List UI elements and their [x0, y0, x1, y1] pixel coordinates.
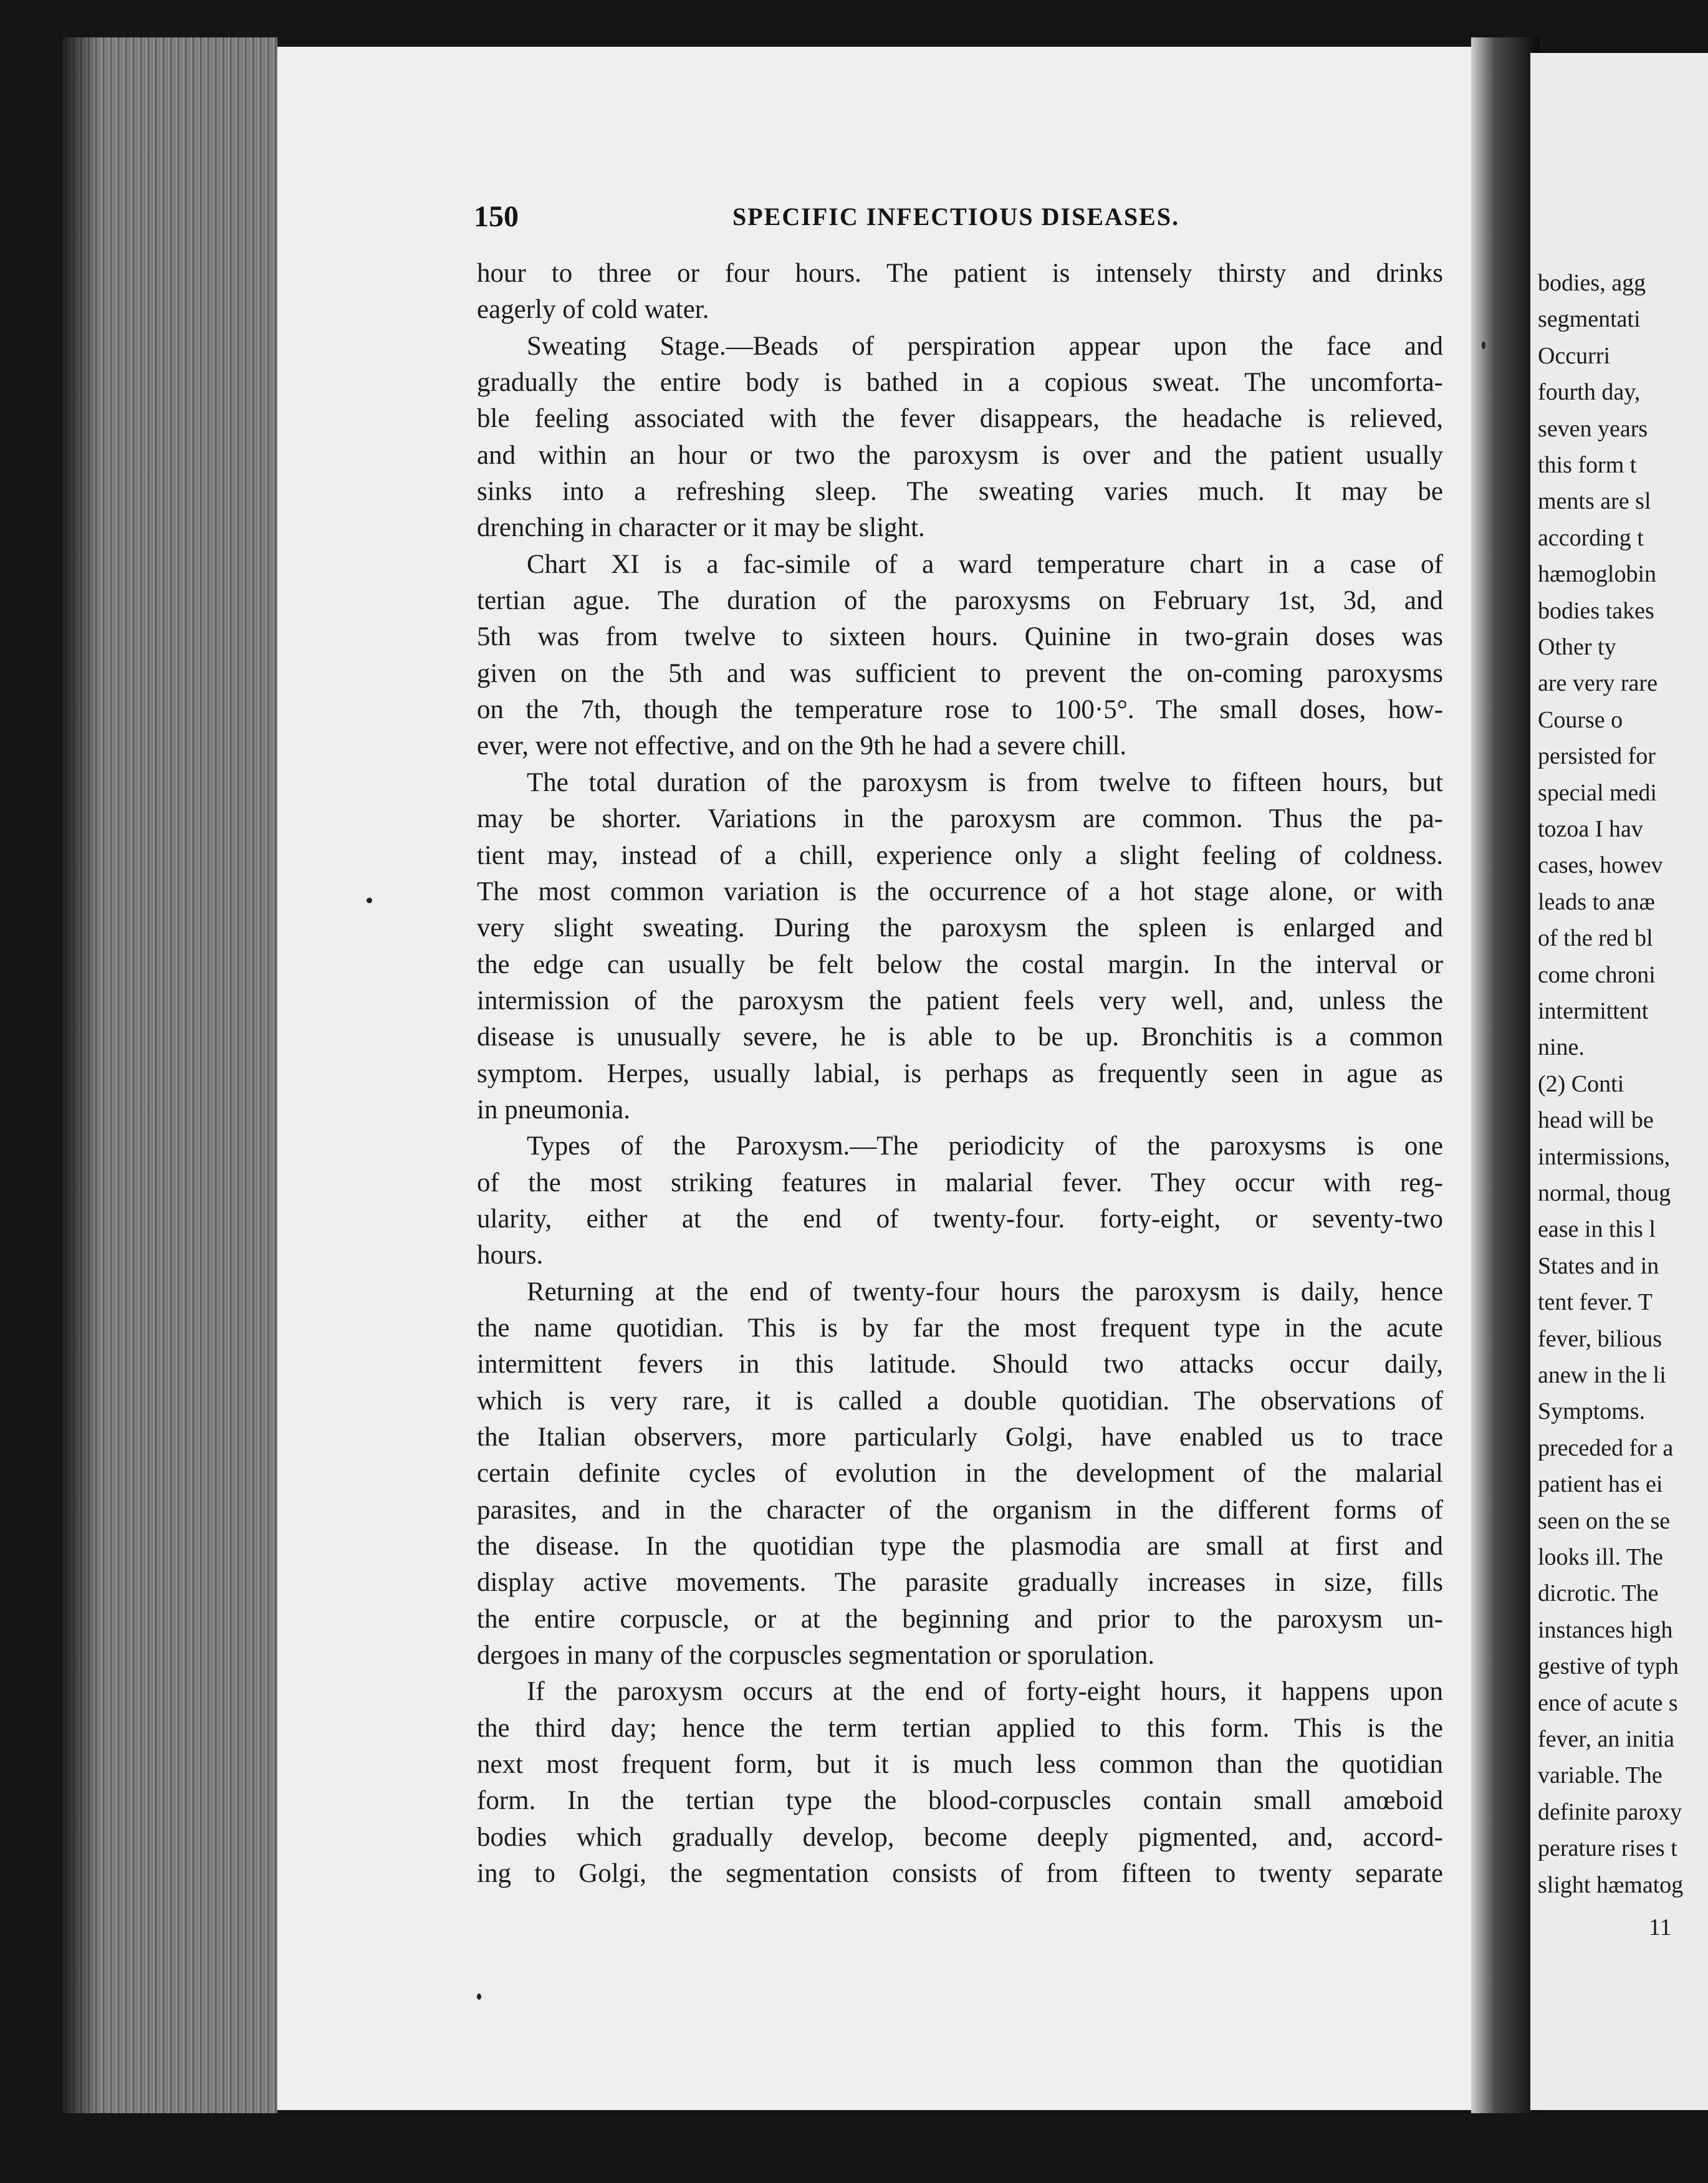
- book-gutter: [1471, 37, 1540, 2113]
- text-line: the disease. In the quotidian type the plasmodia are small at first and: [477, 1532, 1443, 1562]
- text-line: Sweating Stage.—Beads of perspiration appear upon the face and: [527, 331, 1443, 361]
- text-line: bodies which gradually develop, become deeply pigmented, and, accord-: [477, 1822, 1443, 1852]
- text-line: the Italian observers, more particularly Golgi, have enabled us to trace: [477, 1423, 1443, 1452]
- right-page-line: fourth day,: [1538, 379, 1641, 406]
- right-page-line: anew in the li: [1538, 1362, 1666, 1388]
- text-line: sinks into a refreshing sleep. The sweating varies much. It may be: [477, 477, 1443, 507]
- text-line: certain definite cycles of evolution in the development of the malarial: [477, 1459, 1443, 1489]
- right-page-line: ease in this l: [1538, 1216, 1656, 1243]
- text-line: Returning at the end of twenty-four hours the paroxysm is daily, hence: [527, 1277, 1443, 1307]
- right-page-line: segmentati: [1538, 306, 1641, 333]
- text-line: given on the 5th and was sufficient to prevent the on-coming paroxysms: [477, 658, 1443, 688]
- right-page-line: Other ty: [1538, 634, 1616, 660]
- right-page-line: seen on the se: [1538, 1507, 1671, 1534]
- right-page-line: intermittent: [1538, 998, 1649, 1024]
- paper-speck: [367, 898, 372, 903]
- right-page-line: special medi: [1538, 779, 1657, 806]
- right-page-line: variable. The: [1538, 1762, 1662, 1789]
- right-page-line: head will be: [1538, 1107, 1654, 1134]
- right-page-line: are very rare: [1538, 670, 1658, 697]
- text-line: may be shorter. Variations in the paroxysm are common. Thus the pa-: [477, 804, 1443, 834]
- right-page-line: Course o: [1538, 706, 1623, 733]
- signature-mark: 11: [1649, 1914, 1672, 1941]
- text-line: disease is unusually severe, he is able to be up. Bronchitis is a common: [477, 1022, 1443, 1052]
- right-page-line: seven years: [1538, 415, 1648, 442]
- text-line: the name quotidian. This is by far the most frequent type in the acute: [477, 1313, 1443, 1343]
- text-line: parasites, and in the character of the organism in the different forms of: [477, 1495, 1443, 1525]
- right-page-line: slight hæmatog: [1538, 1871, 1684, 1898]
- text-line: intermittent fevers in this latitude. Should two attacks occur daily,: [477, 1350, 1443, 1379]
- running-head: SPECIFIC INFECTIOUS DISEASES.: [732, 203, 1180, 231]
- text-line: tertian ague. The duration of the paroxysms on February 1st, 3d, and: [477, 586, 1443, 616]
- text-line: Chart XI is a fac-simile of a ward temperature chart in a case of: [527, 549, 1443, 579]
- text-line: The most common variation is the occurrence of a hot stage alone, or with: [477, 876, 1443, 906]
- text-line: next most frequent form, but it is much less common than the quotidian: [477, 1750, 1443, 1780]
- right-page-line: leads to anæ: [1538, 888, 1655, 915]
- book-edge-shadow: [62, 37, 100, 2113]
- text-line: on the 7th, though the temperature rose to 100·5°. The small doses, how-: [477, 695, 1443, 725]
- right-page-line: Symptoms.: [1538, 1398, 1646, 1425]
- right-page-line: Occurri: [1538, 342, 1611, 369]
- paper-speck: [477, 1993, 481, 2000]
- text-line: the edge can usually be felt below the costal margin. In the interval or: [477, 949, 1443, 979]
- text-line: eagerly of cold water.: [477, 295, 709, 325]
- right-page-line: dicrotic. The: [1538, 1580, 1659, 1607]
- right-page-line: instances high: [1538, 1616, 1673, 1643]
- right-page-line: perature rises t: [1538, 1835, 1677, 1862]
- text-line: ularity, either at the end of twenty-four. forty-eight, or seventy-two: [477, 1204, 1443, 1234]
- text-line: ever, were not effective, and on the 9th he had a severe chill.: [477, 731, 1127, 761]
- text-line: If the paroxysm occurs at the end of forty-eight hours, it happens upon: [527, 1677, 1443, 1707]
- right-page-line: come chroni: [1538, 961, 1656, 988]
- text-line: symptom. Herpes, usually labial, is perhaps as frequently seen in ague as: [477, 1058, 1443, 1088]
- right-page: [1530, 53, 1708, 2110]
- right-page-line: tent fever. T: [1538, 1289, 1653, 1316]
- text-line: of the most striking features in malarial fever. They occur with reg-: [477, 1168, 1443, 1197]
- paper-speck: [1482, 342, 1485, 349]
- text-line: The total duration of the paroxysm is from twelve to fifteen hours, but: [527, 767, 1443, 797]
- right-page-line: (2) Conti: [1538, 1070, 1624, 1097]
- right-page-line: persisted for: [1538, 743, 1656, 770]
- text-line: very slight sweating. During the paroxysm the spleen is enlarged and: [477, 913, 1443, 943]
- right-page-line: fever, bilious: [1538, 1325, 1662, 1352]
- text-line: the entire corpuscle, or at the beginning and prior to the paroxysm un-: [477, 1604, 1443, 1634]
- right-page-line: tozoa I hav: [1538, 816, 1643, 842]
- right-page-line: fever, an initia: [1538, 1726, 1674, 1752]
- text-line: the third day; hence the term tertian applied to this form. This is the: [477, 1713, 1443, 1743]
- right-page-line: preceded for a: [1538, 1434, 1674, 1461]
- right-page-line: normal, thoug: [1538, 1180, 1671, 1206]
- right-page-line: gestive of typh: [1538, 1653, 1679, 1680]
- right-page-line: according t: [1538, 524, 1644, 551]
- text-line: in pneumonia.: [477, 1095, 631, 1125]
- right-page-line: looks ill. The: [1538, 1544, 1663, 1570]
- page-header: [474, 199, 1197, 237]
- right-page-line: ence of acute s: [1538, 1689, 1678, 1716]
- text-line: form. In the tertian type the blood-corpuscles contain small amœboid: [477, 1786, 1443, 1816]
- page-number: 150: [474, 200, 519, 233]
- right-page-line: bodies takes: [1538, 597, 1654, 624]
- text-line: which is very rare, it is called a double quotidian. The observations of: [477, 1386, 1443, 1416]
- right-page-line: definite paroxy: [1538, 1798, 1682, 1825]
- text-line: tient may, instead of a chill, experience only a slight feeling of coldness.: [477, 840, 1443, 870]
- text-line: ing to Golgi, the segmentation consists of from fifteen to twenty separate: [477, 1859, 1443, 1889]
- text-line: ble feeling associated with the fever disappears, the headache is relieved,: [477, 404, 1443, 434]
- text-line: drenching in character or it may be slight.: [477, 513, 925, 543]
- text-line: gradually the entire body is bathed in a copious sweat. The uncomforta-: [477, 368, 1443, 398]
- text-line: dergoes in many of the corpuscles segmentation or sporulation.: [477, 1641, 1155, 1671]
- right-page-line: intermissions,: [1538, 1143, 1671, 1170]
- text-line: hour to three or four hours. The patient is intensely thirsty and drinks: [477, 259, 1443, 288]
- right-page-line: nine.: [1538, 1034, 1585, 1061]
- right-page-line: ments are sl: [1538, 488, 1651, 515]
- right-page-line: patient has ei: [1538, 1471, 1663, 1498]
- right-page-line: this form t: [1538, 452, 1637, 478]
- text-line: hours.: [477, 1240, 544, 1270]
- text-line: display active movements. The parasite gradually increases in size, fills: [477, 1568, 1443, 1598]
- right-page-line: hæmoglobin: [1538, 561, 1657, 588]
- right-page-line: States and in: [1538, 1252, 1659, 1279]
- right-page-line: cases, howev: [1538, 852, 1663, 879]
- body-text: [477, 256, 1443, 1892]
- right-page-line: bodies, agg: [1538, 270, 1646, 296]
- text-line: intermission of the paroxysm the patient feels very well, and, unless the: [477, 986, 1443, 1015]
- text-line: and within an hour or two the paroxysm is over and the patient usually: [477, 440, 1443, 470]
- text-line: 5th was from twelve to sixteen hours. Quinine in two-grain doses was: [477, 622, 1443, 652]
- text-line: Types of the Paroxysm.—The periodicity of the paroxysms is one: [527, 1131, 1443, 1161]
- right-page-line: of the red bl: [1538, 925, 1653, 952]
